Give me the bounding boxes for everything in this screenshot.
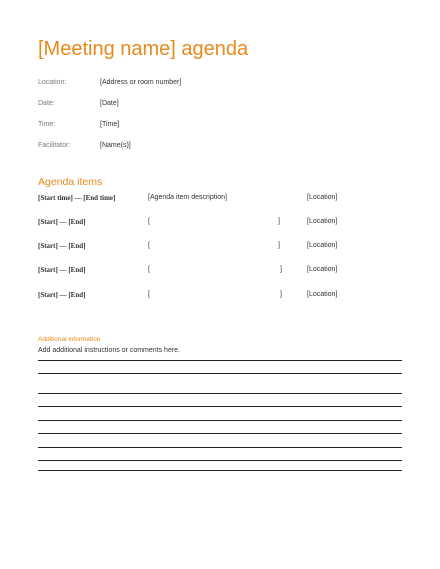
agenda-location: [Location] <box>307 266 338 273</box>
agenda-description-open: [ <box>148 266 150 273</box>
facilitator-label: Facilitator: <box>38 142 71 149</box>
agenda-description-open: [ <box>148 291 150 298</box>
agenda-location: [Location] <box>307 242 338 249</box>
agenda-location: [Location] <box>307 291 338 298</box>
agenda-time: [Start] — [End] <box>38 218 86 226</box>
facilitator-value: [Name(s)] <box>100 142 131 149</box>
agenda-time: [Start] — [End] <box>38 291 86 299</box>
page-title: [Meeting name] agenda <box>38 38 249 60</box>
note-line <box>38 420 402 421</box>
agenda-row <box>38 290 358 300</box>
date-label: Date: <box>38 100 55 107</box>
agenda-description-close: ] <box>278 218 280 225</box>
agenda-description-open: [ <box>148 218 150 225</box>
additional-info-text: Add additional instructions or comments here. <box>38 347 181 354</box>
agenda-heading: Agenda items <box>38 176 103 188</box>
agenda-description-close: ] <box>280 266 282 273</box>
time-label: Time: <box>38 121 56 128</box>
agenda-time: [Start] — [End] <box>38 242 86 250</box>
note-line <box>38 360 402 361</box>
location-label: Location: <box>38 79 67 86</box>
note-line <box>38 406 402 407</box>
agenda-row <box>38 241 358 251</box>
agenda-description-close: ] <box>280 291 282 298</box>
agenda-time: [Start time] — [End time] <box>38 194 116 202</box>
agenda-location: [Location] <box>307 218 338 225</box>
agenda-description: [Agenda item description] <box>148 194 227 201</box>
additional-info-heading: Additional information <box>38 336 101 343</box>
note-line <box>38 447 402 448</box>
date-value: [Date] <box>100 100 119 107</box>
agenda-description-close: ] <box>278 242 280 249</box>
location-value: [Address or room number] <box>100 79 182 86</box>
note-line <box>38 460 402 461</box>
note-line <box>38 433 402 434</box>
agenda-description-open: [ <box>148 242 150 249</box>
note-line <box>38 393 402 394</box>
agenda-location: [Location] <box>307 194 338 201</box>
note-line <box>38 373 402 374</box>
note-line <box>38 470 402 471</box>
agenda-row <box>38 217 358 227</box>
agenda-row <box>38 193 358 203</box>
time-value: [Time] <box>100 121 120 128</box>
agenda-time: [Start] — [End] <box>38 266 86 274</box>
agenda-row <box>38 265 358 275</box>
